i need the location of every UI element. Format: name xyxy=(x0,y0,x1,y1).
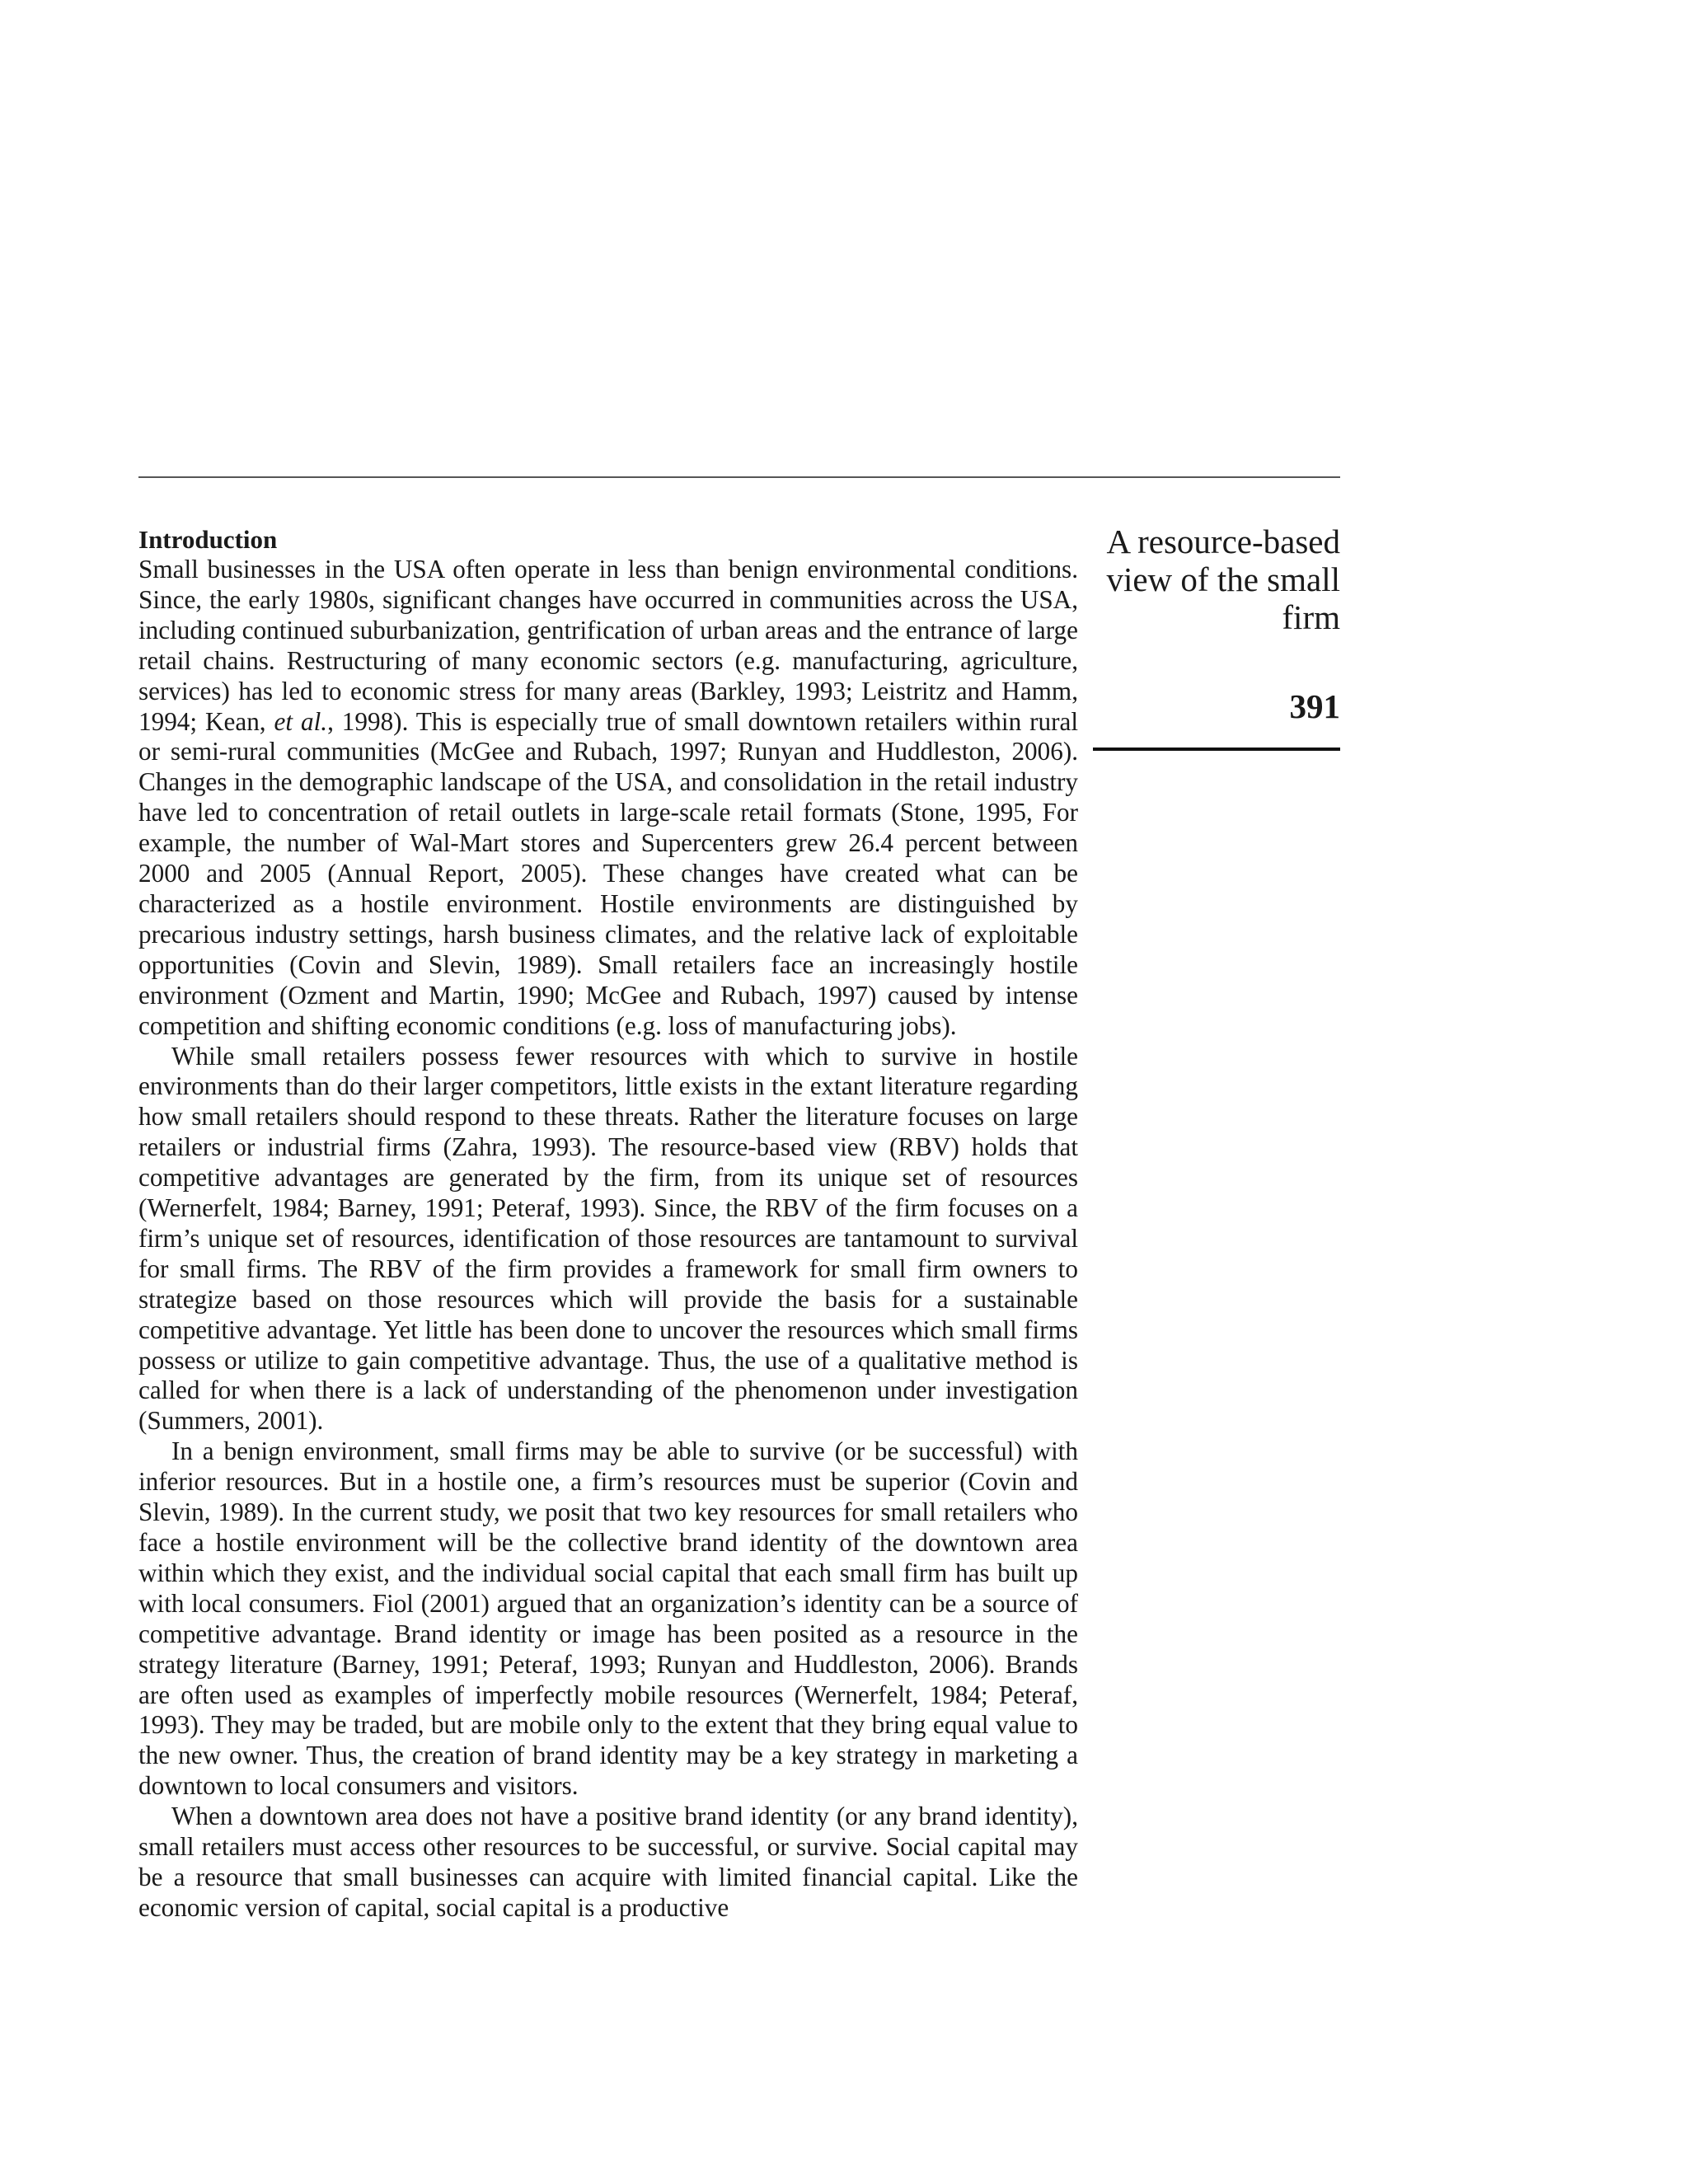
margin-sidebar xyxy=(1088,523,1340,725)
paragraph-4: When a downtown area does not have a positive brand identity (or any brand identity), small retailers must access other resources to be successful, or survive. Social capital may be a resource that small businesses can acquire with limited financial capital. Like the economic version of capital, social capital is a productive xyxy=(138,1802,1078,1922)
paragraph-3: In a benign environment, small firms may be able to survive (or be successful) with inferior resources. But in a hostile one, a firm’s resources must be superior (Covin and Slevin, 1989). In the current study, we posit that two key resources for small retailers who face a hostile environment will be the collective brand identity of the downtown area within which they exist, and the individual social capital that each small firm has built up with local consumers. Fiol (2001) argued that an organization’s identity can be a source of competitive advantage. Brand identity or image has been posited as a resource in the strategy literature (Barney, 1991; Peteraf, 1993; Runyan and Huddleston, 2006). Brands are often used as examples of imperfectly mobile resources (Wernerfelt, 1984; Peteraf, 1993). They may be traded, but are mobile only to the extent that they bring equal value to the new owner. Thus, the creation of brand identity may be a key strategy in marketing a downtown to local consumers and visitors. xyxy=(138,1436,1078,1801)
running-title: A resource-based view of the small firm xyxy=(1106,523,1340,636)
article-body xyxy=(138,524,1078,1924)
header-rule xyxy=(138,476,1340,478)
page-number-rule xyxy=(1093,748,1340,751)
section-heading: Introduction xyxy=(138,525,278,554)
paragraph-1 xyxy=(138,555,1078,1042)
page-number: 391 xyxy=(1289,687,1340,725)
paragraph-1-italic: et al. xyxy=(274,706,328,736)
paragraph-1-text-a: Small businesses in the USA often operate in less than benign environmental conditions. Since, the early 1980s, significant changes have occurred in communities across the USA, including continued suburbanization, gentrification of urban areas and the entrance of large retail chains. Restructuring of many economic sectors (e.g. manufacturing, agriculture, services) has led to economic stress for many areas (Barkley, 1993; Leistritz and Hamm, 1994; Kean, xyxy=(138,555,1078,736)
paragraph-1-text-b: , 1998). This is especially true of small downtown retailers within rural or semi-rural communities (McGee and Rubach, 1997; Runyan and Huddleston, 2006). Changes in the demographic landscape of the USA, and consolidation in the retail industry have led to concentration of retail outlets in large-scale retail formats (Stone, 1995, For example, the number of Wal-Mart stores and Supercenters grew 26.4 percent between 2000 and 2005 (Annual Report, 2005). These changes have created what can be characterized as a hostile environment. Hostile environments are distinguished by precarious industry settings, harsh business climates, and the relative lack of exploitable opportunities (Covin and Slevin, 1989). Small retailers face an increasingly hostile environment (Ozment and Martin, 1990; McGee and Rubach, 1997) caused by intense competition and shifting economic conditions (e.g. loss of manufacturing jobs). xyxy=(138,706,1078,1040)
paragraph-2: While small retailers possess fewer resources with which to survive in hostile environments than do their larger competitors, little exists in the extant literature regarding how small retailers should respond to these threats. Rather the literature focuses on large retailers or industrial firms (Zahra, 1993). The resource-based view (RBV) holds that competitive advantages are generated by the firm, from its unique set of resources (Wernerfelt, 1984; Barney, 1991; Peteraf, 1993). Since, the RBV of the firm focuses on a firm’s unique set of resources, identification of those resources are tantamount to survival for small firms. The RBV of the firm provides a framework for small firm owners to strategize based on those resources which will provide the basis for a sustainable competitive advantage. Yet little has been done to uncover the resources which small firms possess or utilize to gain competitive advantage. Thus, the use of a qualitative method is called for when there is a lack of understanding of the phenomenon under investigation (Summers, 2001). xyxy=(138,1041,1078,1436)
